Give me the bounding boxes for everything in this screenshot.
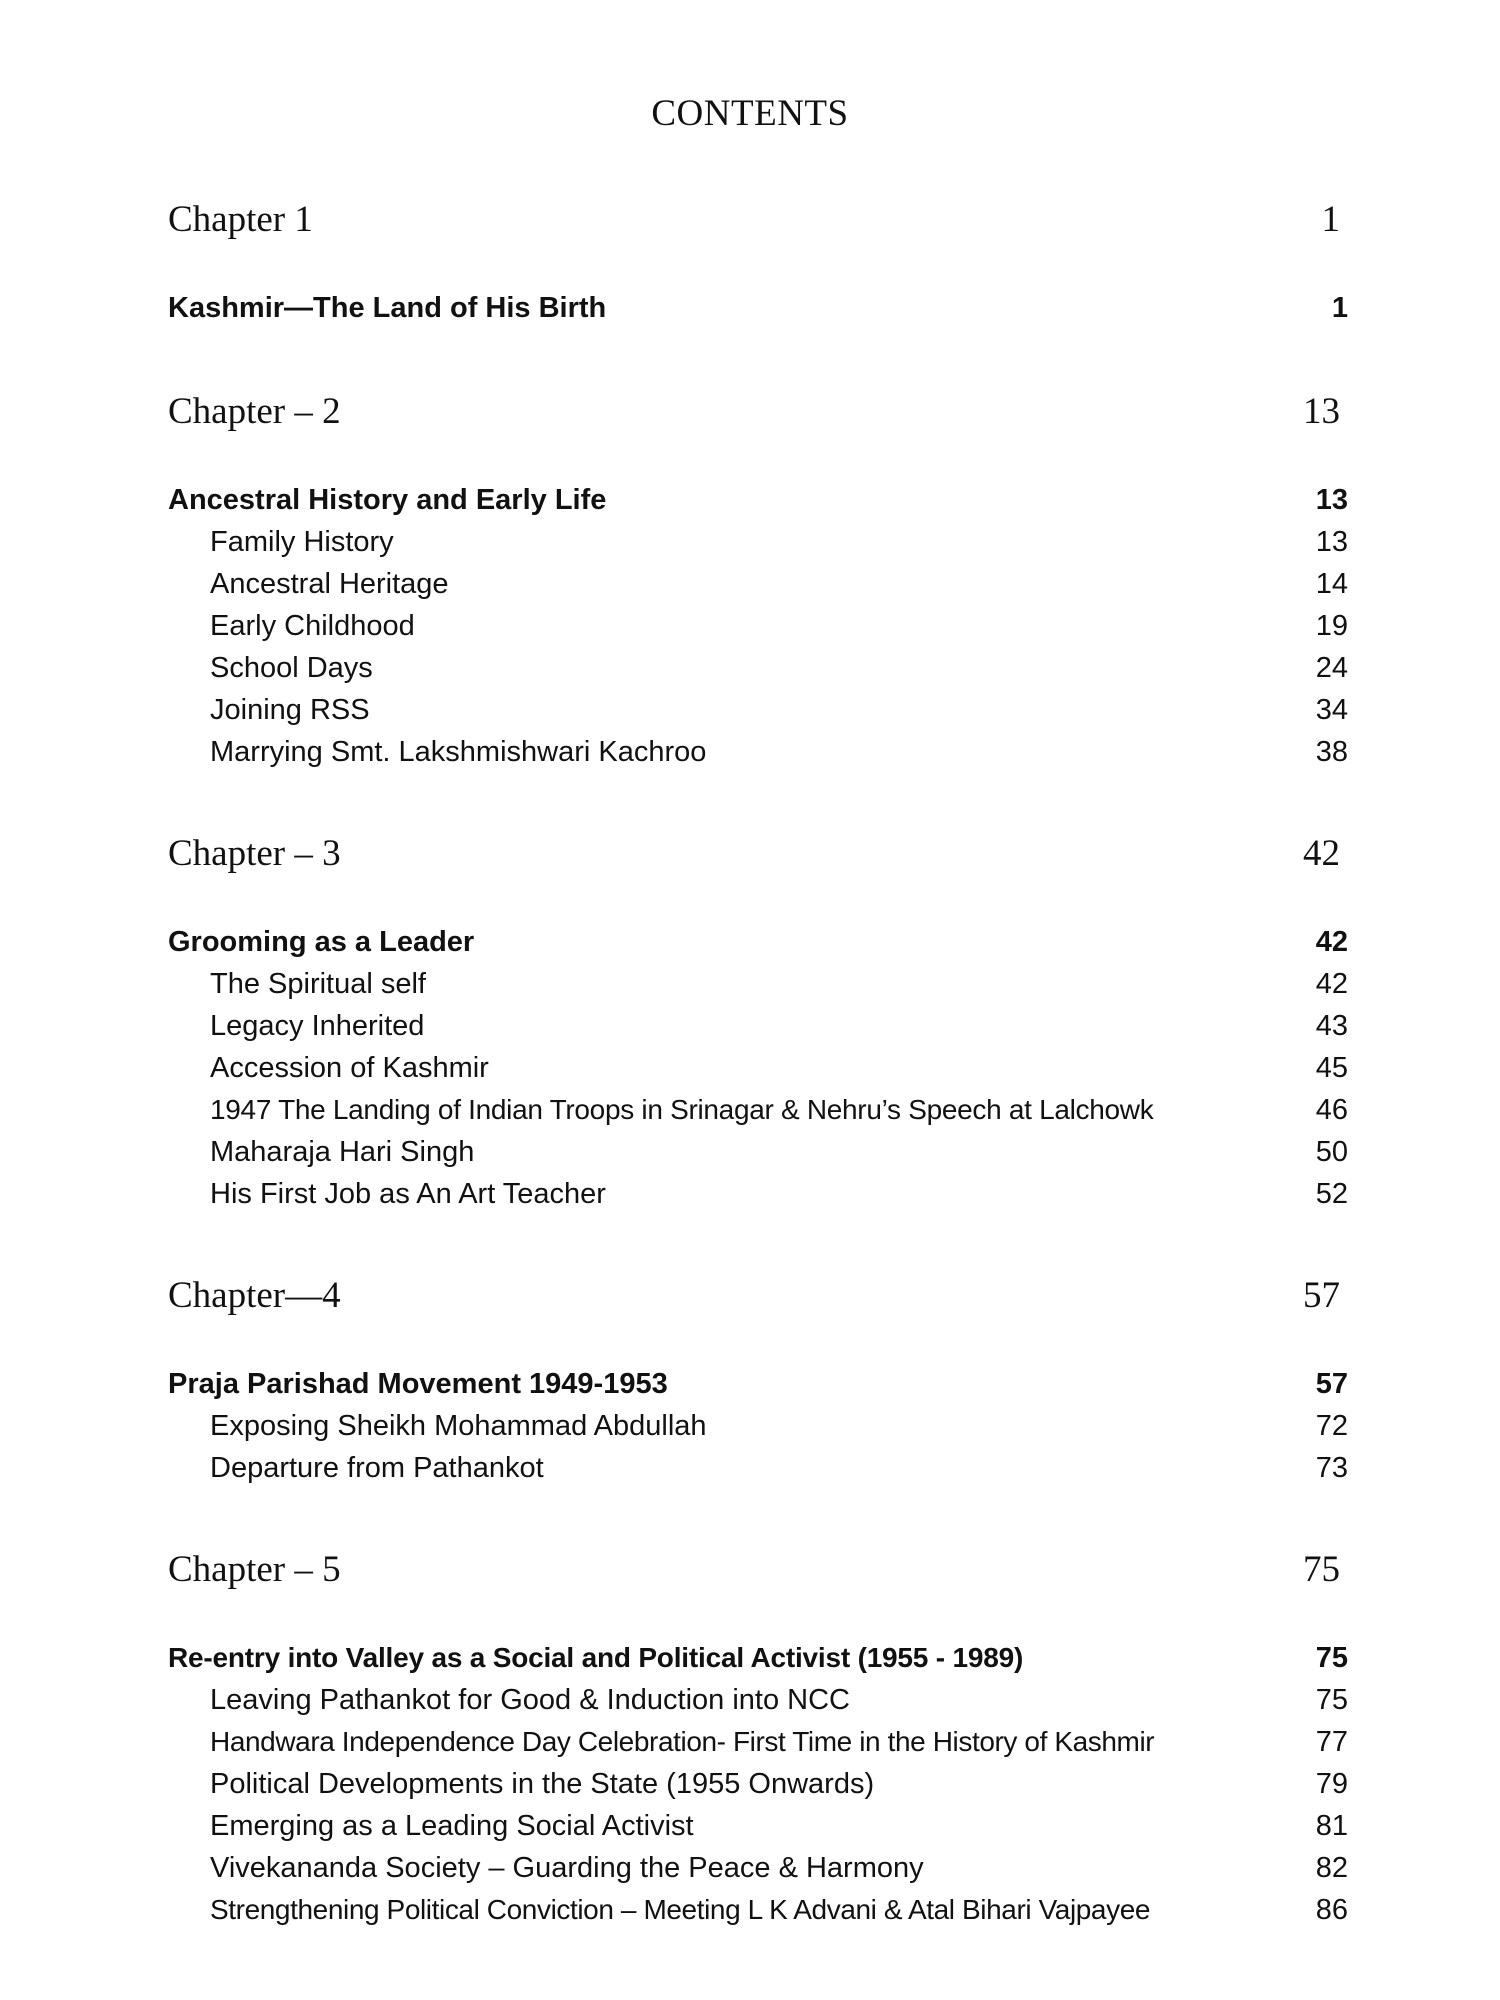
chapter-label: Chapter 1 [168, 199, 313, 240]
section-page-number: 57 [1315, 1368, 1348, 1400]
entry-label: His First Job as An Art Teacher [210, 1178, 606, 1210]
section-heading [168, 484, 1348, 517]
entry-label: Joining RSS [210, 694, 370, 726]
toc-entry [210, 610, 1348, 643]
chapter-label: Chapter – 3 [168, 833, 341, 874]
entry-label: Exposing Sheikh Mohammad Abdullah [210, 1410, 707, 1442]
entry-label: Departure from Pathankot [210, 1452, 544, 1484]
entry-label: Accession of Kashmir [210, 1052, 489, 1084]
entry-page-number: 81 [1315, 1810, 1348, 1842]
section-heading [168, 1368, 1348, 1401]
toc-entry [210, 1726, 1348, 1759]
chapter-page-number: 1 [1321, 199, 1340, 240]
entry-page-number: 43 [1315, 1010, 1348, 1042]
entry-page-number: 82 [1315, 1852, 1348, 1884]
chapter-heading [168, 1274, 1348, 1317]
entry-page-number: 77 [1315, 1726, 1348, 1758]
toc-entry [210, 1810, 1348, 1843]
chapter-page-number: 57 [1303, 1275, 1340, 1316]
page-title: CONTENTS [651, 93, 849, 134]
toc-entry [210, 1452, 1348, 1485]
entry-label: Leaving Pathankot for Good & Induction into NCC [210, 1684, 850, 1716]
toc-entry [210, 694, 1348, 727]
chapter-heading [168, 832, 1348, 875]
entry-page-number: 46 [1315, 1094, 1348, 1126]
chapter-heading [168, 1548, 1348, 1591]
section-page-number: 75 [1315, 1642, 1348, 1674]
toc-entry [210, 1052, 1348, 1085]
entry-page-number: 79 [1315, 1768, 1348, 1800]
section-label: Kashmir—The Land of His Birth [168, 292, 607, 324]
section-heading [168, 292, 1348, 325]
entry-page-number: 42 [1315, 968, 1348, 1000]
entry-page-number: 52 [1315, 1178, 1348, 1210]
chapter-label: Chapter—4 [168, 1275, 341, 1316]
entry-page-number: 45 [1315, 1052, 1348, 1084]
toc-entry [210, 568, 1348, 601]
chapter-label: Chapter – 2 [168, 391, 341, 432]
entry-label: Vivekananda Society – Guarding the Peace & Harmony [210, 1852, 924, 1884]
entry-label: Ancestral Heritage [210, 568, 449, 600]
toc-entry [210, 652, 1348, 685]
entry-label: Marrying Smt. Lakshmishwari Kachroo [210, 736, 707, 768]
entry-label: 1947 The Landing of Indian Troops in Srinagar & Nehru’s Speech at Lalchowk [210, 1094, 1154, 1125]
toc-entry [210, 1768, 1348, 1801]
entry-page-number: 75 [1315, 1684, 1348, 1716]
toc-entry [210, 526, 1348, 559]
chapter-heading [168, 198, 1348, 241]
entry-page-number: 34 [1315, 694, 1348, 726]
entry-page-number: 73 [1315, 1452, 1348, 1484]
entry-label: The Spiritual self [210, 968, 426, 1000]
chapter-page-number: 75 [1303, 1549, 1340, 1590]
toc-entry [210, 1136, 1348, 1169]
toc-entry [210, 1178, 1348, 1211]
entry-page-number: 14 [1315, 568, 1348, 600]
toc-entry [210, 1094, 1348, 1127]
entry-label: Handwara Independence Day Celebration- First Time in the History of Kashmir [210, 1726, 1155, 1757]
entry-label: Family History [210, 526, 394, 558]
section-heading [168, 1642, 1348, 1675]
entry-label: Maharaja Hari Singh [210, 1136, 475, 1168]
toc-entry [210, 968, 1348, 1001]
entry-page-number: 86 [1315, 1894, 1348, 1926]
entry-page-number: 72 [1315, 1410, 1348, 1442]
toc-entry [210, 1894, 1348, 1927]
section-page-number: 13 [1315, 484, 1348, 516]
entry-label: Emerging as a Leading Social Activist [210, 1810, 694, 1842]
entry-label: Strengthening Political Conviction – Meeting L K Advani & Atal Bihari Vajpayee [210, 1894, 1151, 1925]
entry-label: Early Childhood [210, 610, 415, 642]
entry-page-number: 13 [1315, 526, 1348, 558]
section-label: Praja Parishad Movement 1949-1953 [168, 1368, 668, 1400]
toc-entry [210, 1684, 1348, 1717]
section-page-number: 1 [1331, 292, 1348, 324]
toc-entry [210, 736, 1348, 769]
toc-entry [210, 1852, 1348, 1885]
section-label: Ancestral History and Early Life [168, 484, 607, 516]
chapter-page-number: 13 [1303, 391, 1340, 432]
section-label: Grooming as a Leader [168, 926, 475, 958]
chapter-page-number: 42 [1303, 833, 1340, 874]
toc-entry [210, 1010, 1348, 1043]
chapter-label: Chapter – 5 [168, 1549, 341, 1590]
entry-label: School Days [210, 652, 373, 684]
section-page-number: 42 [1315, 926, 1348, 958]
entry-page-number: 38 [1315, 736, 1348, 768]
entry-label: Political Developments in the State (1955 Onwards) [210, 1768, 875, 1800]
entry-page-number: 19 [1315, 610, 1348, 642]
entry-page-number: 24 [1315, 652, 1348, 684]
entry-label: Legacy Inherited [210, 1010, 425, 1042]
entry-page-number: 50 [1315, 1136, 1348, 1168]
section-label: Re-entry into Valley as a Social and Political Activist (1955 - 1989) [168, 1642, 1024, 1673]
section-heading [168, 926, 1348, 959]
chapter-heading [168, 390, 1348, 433]
toc-entry [210, 1410, 1348, 1443]
